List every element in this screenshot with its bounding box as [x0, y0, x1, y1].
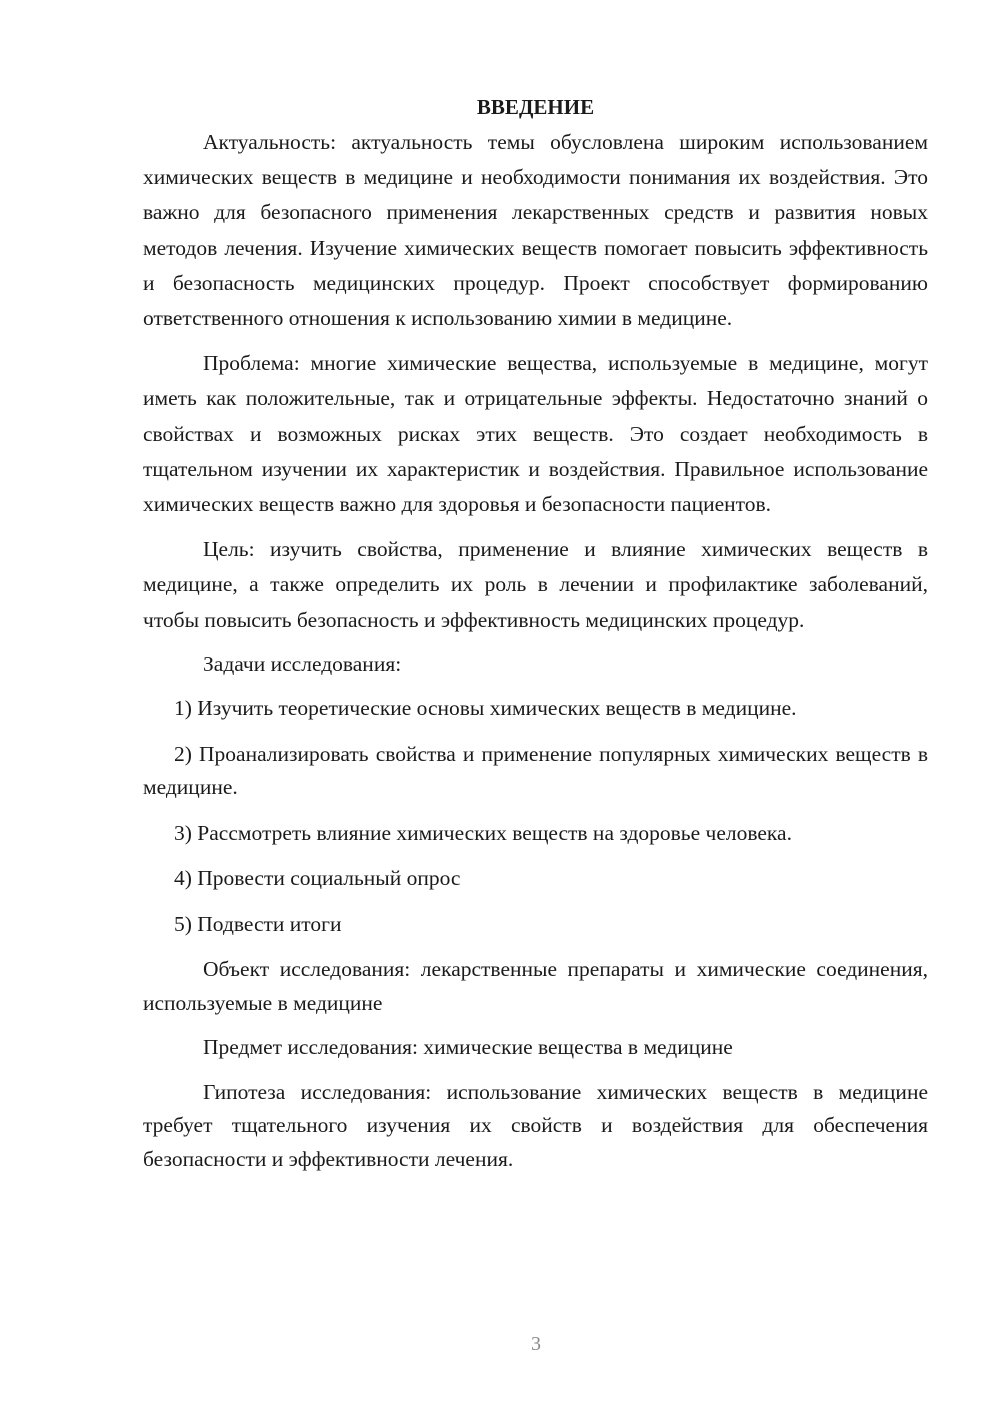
hypothesis-paragraph: Гипотеза исследования: использование химических веществ в медицине требует тщательного изучения их свойств и воздействия для обеспечения безопасности и эффективности лечения.	[143, 1079, 928, 1171]
task-item: 5) Подвести итоги	[174, 911, 342, 936]
problem-paragraph: Проблема: многие химические вещества, используемые в медицине, могут иметь как положительные, так и отрицательные эффекты. Недостаточно знаний о свойствах и возможных рисках этих веществ. Это создает необходимость в тщательном изучении их характеристик и воздействия. Правильное использование химических веществ важно для здоровья и безопасности пациентов.	[143, 351, 928, 517]
document-page	[143, 92, 928, 1187]
task-item: 1) Изучить теоретические основы химических веществ в медицине.	[174, 696, 797, 721]
task-item: 3) Рассмотреть влияние химических веществ на здоровье человека.	[174, 820, 792, 845]
tasks-heading: Задачи исследования:	[203, 651, 402, 676]
research-subject-paragraph: Предмет исследования: химические вещества в медицине	[203, 1035, 733, 1060]
goal-paragraph: Цель: изучить свойства, применение и влияние химических веществ в медицине, а также определить их роль в лечении и профилактике заболеваний, чтобы повысить безопасность и эффективность медицинских процедур.	[143, 537, 928, 632]
tasks-list	[143, 692, 928, 941]
task-item: 2) Проанализировать свойства и применение популярных химических веществ в медицине.	[143, 741, 928, 800]
page-number: 3	[531, 1333, 541, 1355]
task-item: 4) Провести социальный опрос	[174, 866, 461, 891]
section-heading: ВВЕДЕНИЕ	[476, 95, 595, 119]
relevance-paragraph: Актуальность: актуальность темы обусловлена широким использованием химических веществ в медицине и необходимости понимания их воздействия. Это важно для безопасного применения лекарственных средств и развития новых методов лечения. Изучение химических веществ помогает повысить эффективность и безопасность медицинских процедур. Проект способствует формированию ответственного отношения к использованию химии в медицине.	[143, 130, 928, 331]
research-object-paragraph: Объект исследования: лекарственные препараты и химические соединения, используемые в медицине	[143, 957, 928, 1015]
